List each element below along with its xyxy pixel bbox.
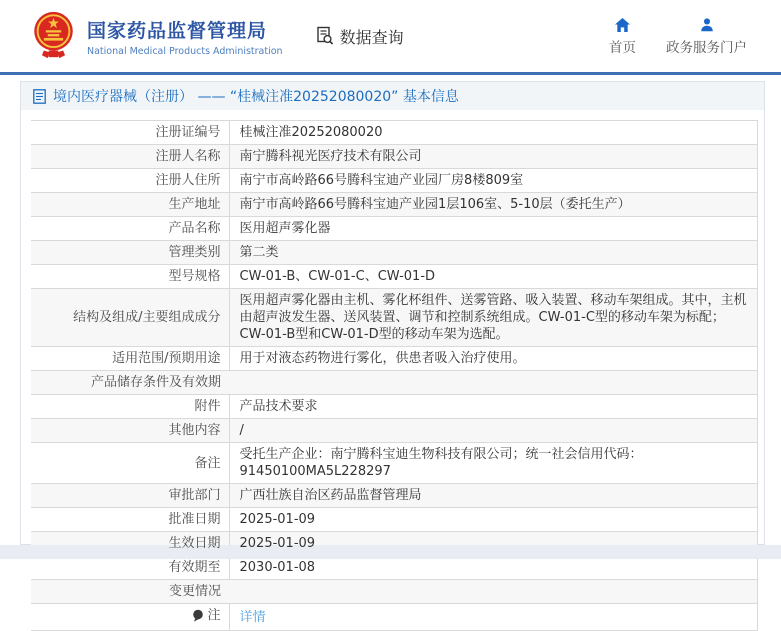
row-value: / [229,419,758,443]
agency-name-zh: 国家药品监督管理局 [87,19,268,42]
row-value: 南宁市高岭路66号腾科宝迪产业园1层106室、5-10层（委托生产） [229,193,758,217]
site-header [0,0,781,72]
row-value [229,604,758,631]
national-emblem-icon [30,10,77,62]
row-label: 备注 [31,443,229,484]
page-body [0,75,781,625]
table-row [31,347,758,371]
row-label: 其他内容 [31,419,229,443]
row-label: 有效期至 [31,556,229,580]
table-row [31,580,758,604]
row-label: 审批部门 [31,484,229,508]
page-title: 境内医疗器械（注册） —— “桂械注准20252080020” 基本信息 [53,89,459,105]
home-icon [614,17,631,33]
user-icon [699,17,715,33]
home-label: 首页 [609,39,636,56]
row-value: 南宁市高岭路66号腾科宝迪产业园厂房8楼809室 [229,169,758,193]
header-links [609,17,747,56]
row-value: 2025-01-09 [229,508,758,532]
table-row [31,145,758,169]
agency-titles [87,16,283,57]
row-value [229,580,758,604]
row-label: 注册人名称 [31,145,229,169]
table-row [31,419,758,443]
table-row-note [31,604,758,631]
table-row [31,443,758,484]
row-label: 批准日期 [31,508,229,532]
table-row [31,241,758,265]
row-value [229,371,758,395]
page-title-bar [21,82,764,110]
row-value: 受托生产企业：南宁腾科宝迪生物科技有限公司；统一社会信用代码：91450100MA5L228297 [229,443,758,484]
doc-search-icon [315,26,335,46]
agency-name-en: National Medical Products Administration [87,45,283,57]
table-row [31,556,758,580]
row-value: 医用超声雾化器 [229,217,758,241]
row-label: 结构及组成/主要组成成分 [31,289,229,347]
row-value: 南宁腾科视光医疗技术有限公司 [229,145,758,169]
data-query-label: 数据查询 [339,27,404,47]
agency-logo[interactable] [30,10,283,62]
row-label: 产品名称 [31,217,229,241]
table-row [31,217,758,241]
table-row [31,169,758,193]
detail-link[interactable]: 详情 [239,609,266,625]
table-row [31,193,758,217]
table-row [31,371,758,395]
table-row [31,121,758,145]
row-value: 广西壮族自治区药品监督管理局 [229,484,758,508]
footer-band [0,545,781,559]
row-label: 产品储存条件及有效期 [31,371,229,395]
link-home[interactable] [609,17,636,56]
document-icon [33,89,46,104]
row-value: 桂械注准20252080020 [229,121,758,145]
row-label: 管理类别 [31,241,229,265]
row-label: 生产地址 [31,193,229,217]
table-row [31,289,758,347]
row-value: CW-01-B、CW-01-C、CW-01-D [229,265,758,289]
row-label: 生效日期 [31,532,229,556]
nav-data-query[interactable] [315,25,404,48]
row-label: 附件 [31,395,229,419]
content-container [20,81,765,625]
row-value: 第二类 [229,241,758,265]
row-label: 变更情况 [31,580,229,604]
table-row [31,395,758,419]
row-value: 产品技术要求 [229,395,758,419]
row-label: 型号规格 [31,265,229,289]
row-value: 医用超声雾化器由主机、雾化杯组件、送雾管路、吸入装置、移动车架组成。其中，主机由超声波发生器、送风装置、调节和控制系统组成。CW-01-C型的移动车架为标配；CW-01-B型和CW-01-D型的移动车架为选配。 [229,289,758,347]
note-row-label: 注 [207,608,221,623]
table-row [31,484,758,508]
row-value: 用于对液态药物进行雾化，供患者吸入治疗使用。 [229,347,758,371]
row-label: 注册人住所 [31,169,229,193]
row-label [31,604,229,631]
row-label: 注册证编号 [31,121,229,145]
row-label: 适用范围/预期用途 [31,347,229,371]
comment-icon [192,609,204,622]
link-gov-portal[interactable] [666,17,747,56]
table-row [31,265,758,289]
row-value: 2025-01-09 [229,532,758,556]
portal-label: 政务服务门户 [666,39,747,56]
row-value: 2030-01-08 [229,556,758,580]
table-row [31,508,758,532]
